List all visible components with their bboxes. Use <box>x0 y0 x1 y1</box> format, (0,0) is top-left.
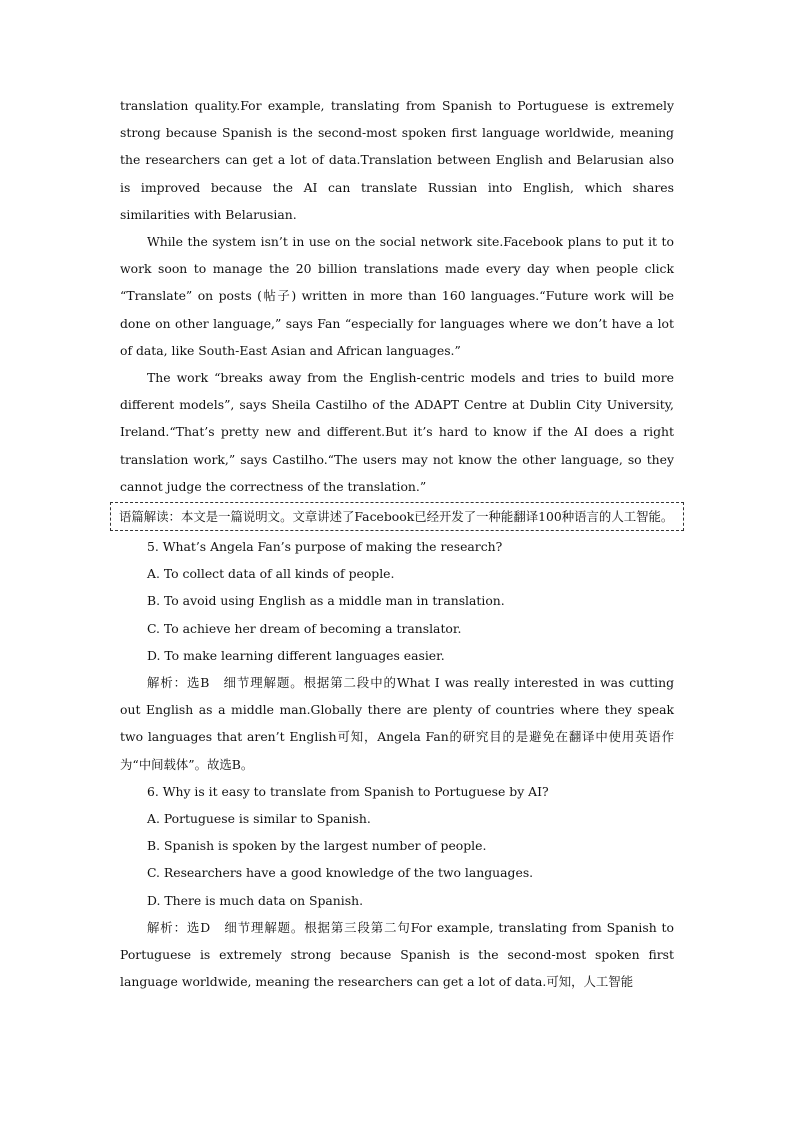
question-5-analysis: 解析：选B 细节理解题。根据第二段中的What I was really interested in was cutting out English as a middle man.Globally there are plenty of countries where they speak two languages that aren’t English可知，Angela Fan的研究目的是避免在翻译中使用英语作为“中间载体”。故选B。 <box>120 675 674 772</box>
question-6-option-d: D. There is much data on Spanish. <box>147 892 364 908</box>
question-5-option-d: D. To make learning different languages easier. <box>147 647 445 663</box>
question-6-option-c: C. Researchers have a good knowledge of the two languages. <box>147 865 534 881</box>
summary-box <box>110 502 684 531</box>
article-paragraph-2: While the system isn’t in use on the social network site.Facebook plans to put it to work soon to manage the 20 billion translations made every day when people click “Translate” on posts (帖子) written in more than 160 languages.“Future work will be done on other language,” says Fan “especially for languages where we don’t have a lot of data, like South-East Asian and African languages.” <box>120 234 674 358</box>
summary-text: 语篇解读：本文是一篇说明文。文章讲述了Facebook已经开发了一种能翻译100种语言的人工智能。 <box>119 509 674 525</box>
question-6-stem: 6. Why is it easy to translate from Spanish to Portuguese by AI? <box>147 783 549 799</box>
question-5-option-c: C. To achieve her dream of becoming a translator. <box>147 620 462 636</box>
question-6-option-b: B. Spanish is spoken by the largest number of people. <box>147 838 487 854</box>
article-paragraph-3: The work “breaks away from the English-centric models and tries to build more different models”, says Sheila Castilho of the ADAPT Centre at Dublin City University, Ireland.“That’s pretty new and different.But it’s hard to know if the AI does a right translation work,” says Castilho.“The users may not know the other language, so they cannot judge the correctness of the translation.” <box>120 370 674 494</box>
question-6-analysis: 解析：选D 细节理解题。根据第三段第二句For example, translating from Spanish to Portuguese is extremely strong because Spanish is the second-most spoken first language worldwide, meaning the researchers can get a lot of data.可知，人工智能 <box>120 919 674 990</box>
document-content <box>120 92 674 996</box>
article-paragraph-1: translation quality.For example, translating from Spanish to Portuguese is extremely strong because Spanish is the second-most spoken first language worldwide, meaning the researchers can get a lot of data.Translation between English and Belarusian also is improved because the AI can translate Russian into English, which shares similarities with Belarusian. <box>120 98 674 222</box>
question-5-option-a: A. To collect data of all kinds of people. <box>147 566 395 582</box>
question-6-option-a: A. Portuguese is similar to Spanish. <box>147 811 371 827</box>
question-5-stem: 5. What’s Angela Fan’s purpose of making the research? <box>147 539 503 555</box>
question-5-option-b: B. To avoid using English as a middle man in translation. <box>147 593 505 609</box>
